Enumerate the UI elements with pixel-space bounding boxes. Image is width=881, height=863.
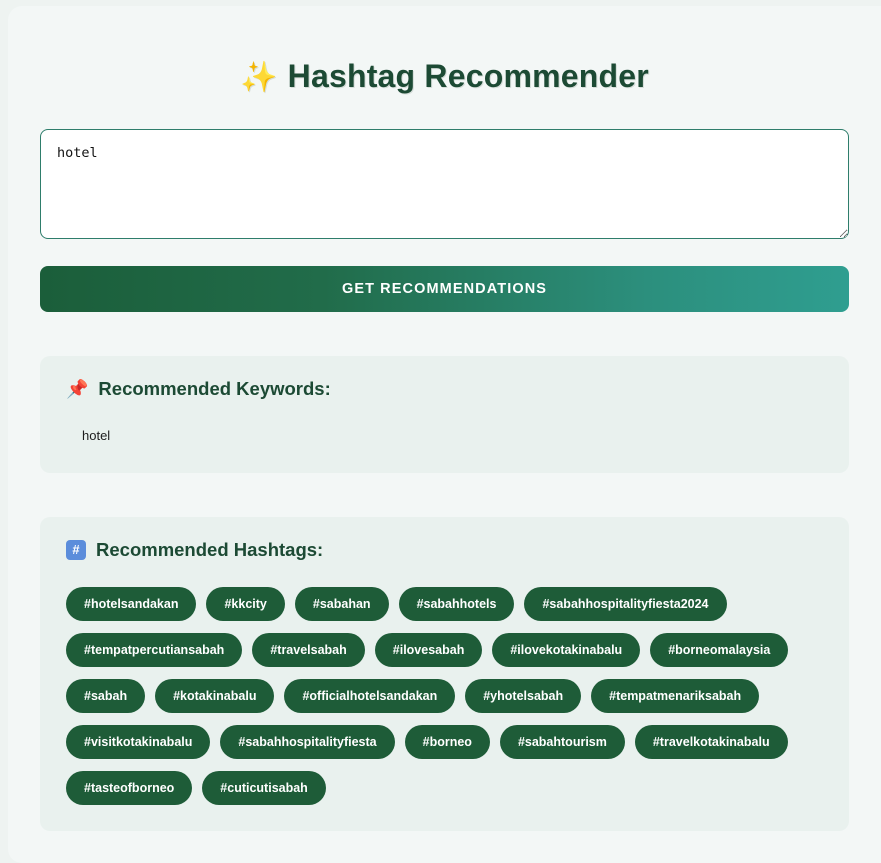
hashtag-chip[interactable]: #kotakinabalu xyxy=(155,679,274,713)
get-recommendations-button[interactable]: GET RECOMMENDATIONS xyxy=(40,266,849,312)
hashtag-chip[interactable]: #borneomalaysia xyxy=(650,633,788,667)
recommended-keywords-card xyxy=(40,356,849,473)
recommended-keywords-title-text: Recommended Keywords: xyxy=(98,378,331,399)
recommended-hashtags-title-text: Recommended Hashtags: xyxy=(96,538,324,560)
hashtag-chip[interactable]: #ilovekotakinabalu xyxy=(492,633,640,667)
hashtag-chip[interactable]: #sabah xyxy=(66,679,145,713)
hashtag-chip[interactable]: #tempatpercutiansabah xyxy=(66,633,242,667)
recommended-hashtags-title xyxy=(66,539,823,561)
recommended-keywords-title xyxy=(66,378,823,400)
hashtag-chip[interactable]: #borneo xyxy=(405,725,490,759)
hashtag-chip[interactable]: #tempatmenariksabah xyxy=(591,679,759,713)
hashtag-chip[interactable]: #yhotelsabah xyxy=(465,679,581,713)
hash-icon: # xyxy=(66,540,86,560)
hashtag-chip[interactable]: #visitkotakinabalu xyxy=(66,725,210,759)
page-title-text: Hashtag Recommender xyxy=(287,58,649,94)
hashtag-chip[interactable]: #kkcity xyxy=(206,587,284,621)
page-title xyxy=(40,58,849,95)
caption-input[interactable] xyxy=(40,129,849,239)
hashtag-chip[interactable]: #sabahhotels xyxy=(399,587,515,621)
recommended-hashtags-card xyxy=(40,517,849,831)
sparkle-icon: ✨ xyxy=(240,61,278,94)
hashtag-chip[interactable]: #travelkotakinabalu xyxy=(635,725,788,759)
list-item: hotel xyxy=(82,428,111,443)
prompt-input-wrapper xyxy=(40,129,849,244)
hashtag-chip[interactable]: #sabahtourism xyxy=(500,725,625,759)
hashtag-chip[interactable]: #travelsabah xyxy=(252,633,364,667)
hashtag-chip[interactable]: #cuticutisabah xyxy=(202,771,326,805)
hashtag-list xyxy=(66,587,823,805)
pin-icon: 📌 xyxy=(66,379,89,399)
hashtag-chip[interactable]: #ilovesabah xyxy=(375,633,483,667)
hashtag-chip[interactable]: #tasteofborneo xyxy=(66,771,192,805)
hashtag-chip[interactable]: #officialhotelsandakan xyxy=(284,679,455,713)
keyword-list xyxy=(66,426,823,447)
hashtag-chip[interactable]: #sabahhospitalityfiesta2024 xyxy=(524,587,726,621)
content-container xyxy=(40,6,849,831)
hashtag-chip[interactable]: #sabahhospitalityfiesta xyxy=(220,725,394,759)
app-window xyxy=(8,6,881,863)
hashtag-chip[interactable]: #sabahan xyxy=(295,587,389,621)
hashtag-chip[interactable]: #hotelsandakan xyxy=(66,587,196,621)
